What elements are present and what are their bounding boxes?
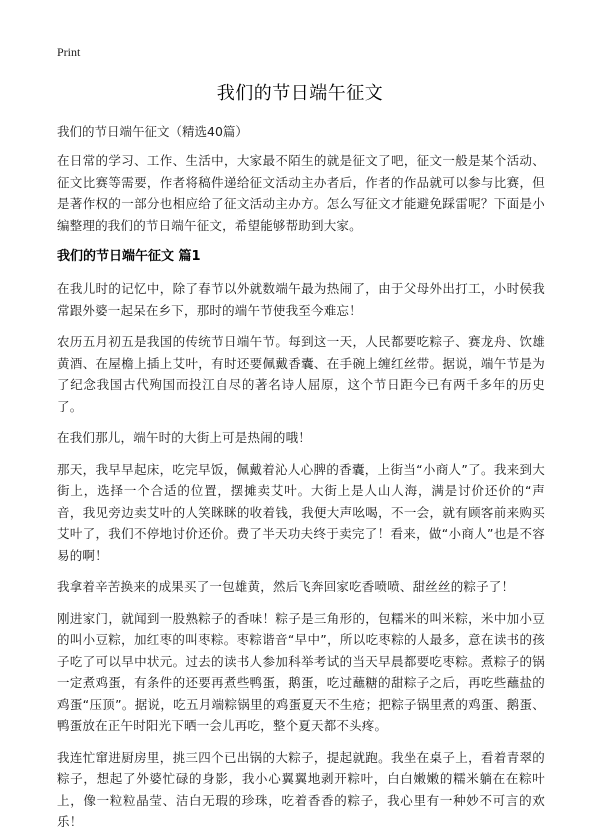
paragraph: 我拿着辛苦换来的成果买了一包雄黄，然后飞奔回家吃香喷喷、甜丝丝的粽子了！ xyxy=(57,579,515,594)
page-title: 我们的节日端午征文 xyxy=(216,83,384,104)
paragraph: 在我儿时的记忆中，除了春节以外就数端午最为热闹了，由于父母外出打工，小时侯我常跟外婆一起呆在乡下，那时的端午节使我至今难忘！ xyxy=(57,281,545,318)
intro-paragraph: 在日常的学习、工作、生活中，大家最不陌生的就是征文了吧，征文一般是某个活动、征文比赛等需要，作者将稿件递给征文活动主办者后，作者的作品就可以参与比赛，但是著作权的一部分也相应给了征文活动主办方。怎么写征文才能避免踩雷呢？下面是小编整理的我们的节日端午征文，希望能够帮助到大家。 xyxy=(57,153,545,233)
paragraph: 我连忙窜进厨房里，挑三四个已出锅的大粽子，提起就跑。我坐在桌子上，看着青翠的粽子，想起了外婆忙碌的身影，我小心翼翼地剥开粽叶，白白嫩嫩的糯米躺在在粽叶上，像一粒粒晶莹、洁白无瑕的珍珠，吃着香香的粽子，我心里有一种妙不可言的欢乐！ xyxy=(57,749,545,828)
print-link[interactable]: Print xyxy=(57,45,81,59)
paragraph: 农历五月初五是我国的传统节日端午节。每到这一天，人民都要吃粽子、赛龙舟、饮雄黄酒、在屋檐上插上艾叶，有时还要佩戴香囊、在手碗上缠红丝带。据说，端午节是为了纪念我国古代殉国而投江自尽的著名诗人屈原，这个节日距今已有两千多年的历史了。 xyxy=(57,334,545,414)
paragraph: 刚进家门，就闻到一股熟粽子的香味！粽子是三角形的，包糯米的叫米粽，米中加小豆的叫小豆粽，加红枣的叫枣粽。枣粽谐音“早中”，所以吃枣粽的人最多，意在读书的孩子吃了可以早中状元。过去的读书人参加科举考试的当天早晨都要吃枣粽。煮粽子的锅一定煮鸡蛋，有条件的还要再煮些鸭蛋，鹅蛋，吃过蘸糖的甜粽子之后，再吃些蘸盐的鸡蛋“压顶”。据说，吃五月端粽锅里的鸡蛋夏天不生疮；把粽子锅里煮的鸡蛋、鹅蛋、鸭蛋放在正午时阳光下晒一会儿再吃，整个夏天都不头疼。 xyxy=(57,610,545,733)
paragraph: 在我们那儿，端午时的大街上可是热闹的哦！ xyxy=(57,430,312,445)
paragraph: 那天，我早早起床，吃完早饭，佩戴着沁人心脾的香囊，上街当“小商人”了。我来到大街上，选择一个合适的位置，摆摊卖艾叶。大街上是人山人海，满是讨价还价的“声音，我见旁边卖艾叶的人笑眯眯的收着钱，我便大声吆喝，不一会，就有顾客前来购买艾叶了，我们不停地讨价还价。费了半天功夫终于卖完了！看来，做“小商人”也是不容易的啊！ xyxy=(57,461,545,563)
document-subtitle: 我们的节日端午征文（精选40篇） xyxy=(57,124,248,139)
article-body xyxy=(57,150,545,828)
section-heading: 我们的节日端午征文 篇1 xyxy=(57,249,201,264)
